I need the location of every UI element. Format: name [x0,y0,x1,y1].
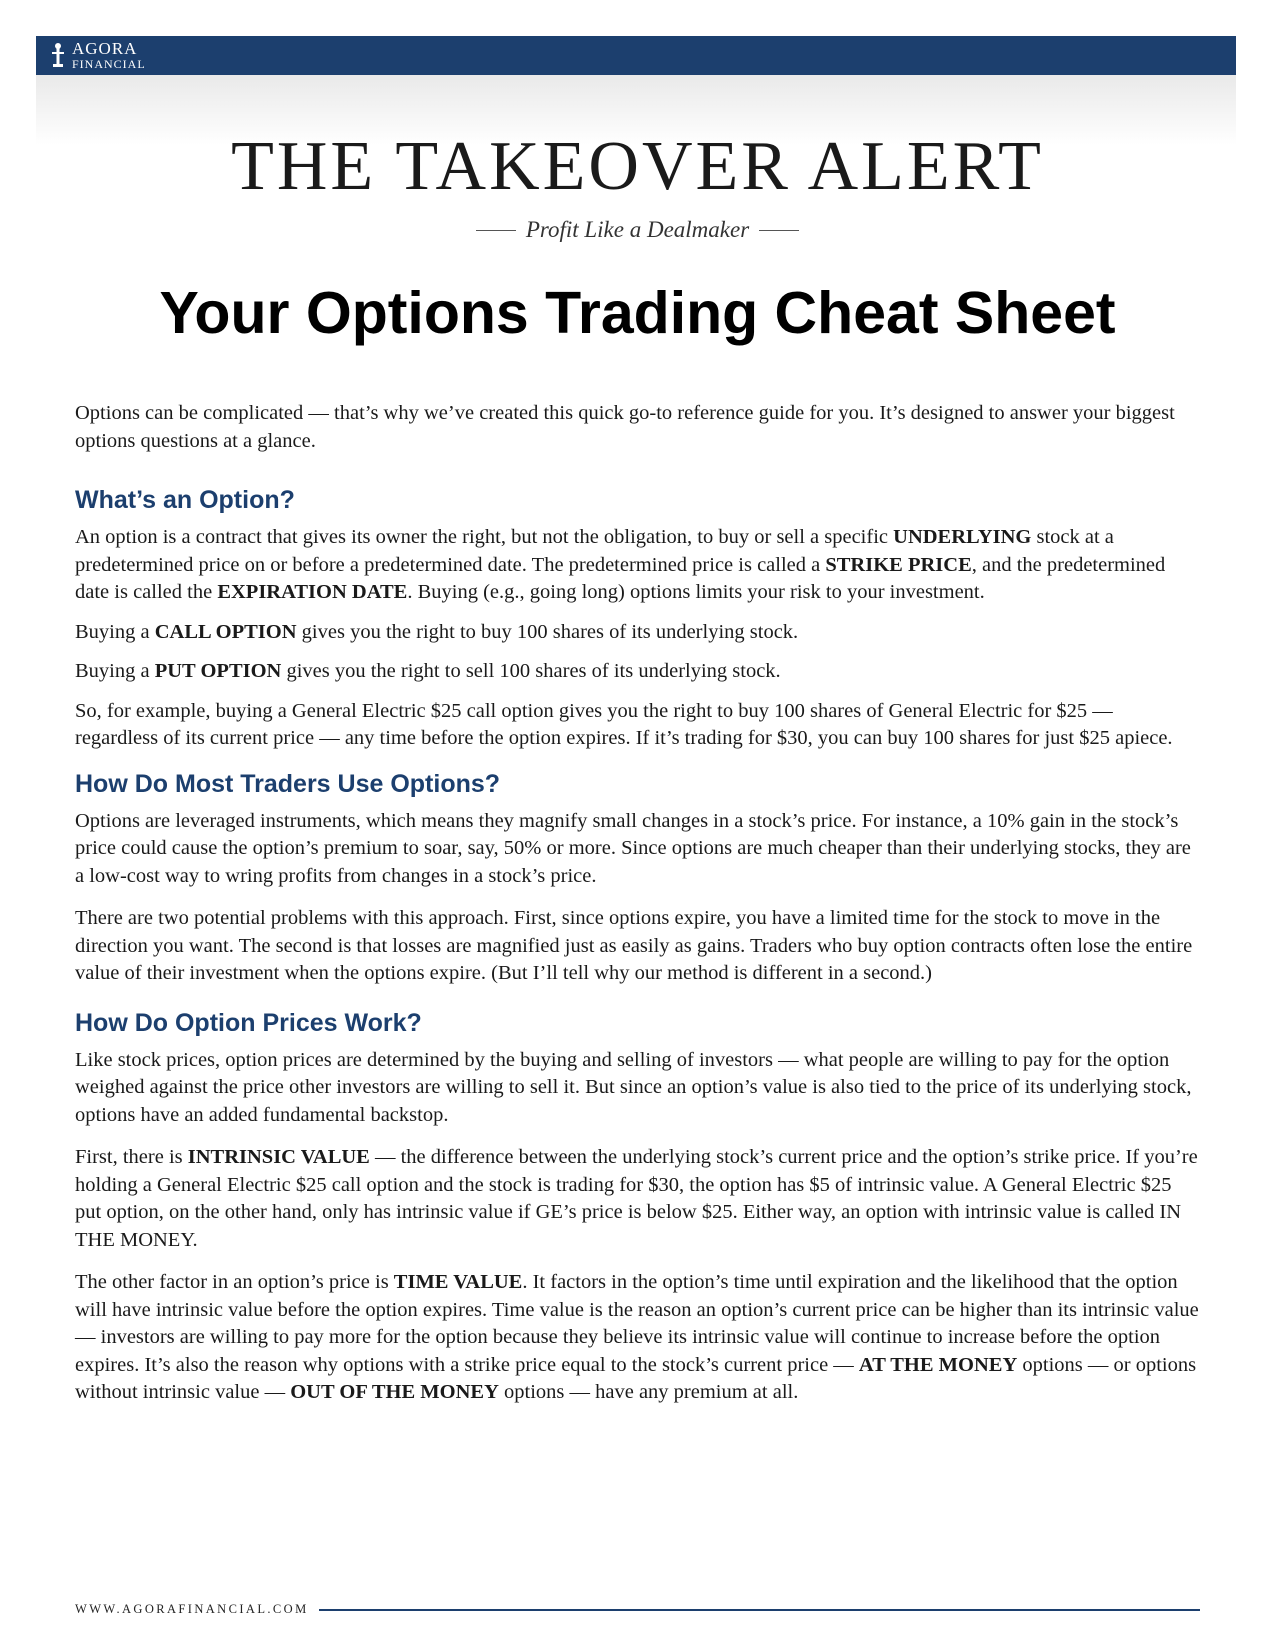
tagline-rule-right [759,230,799,231]
footer-rule [319,1609,1200,1611]
paragraph: An option is a contract that gives its owner the right, but not the obligation, to buy or sell a specific UNDERLYING stock at a predetermined price on or before a predetermined date. The predetermined price is called a STRIKE PRICE, and the predetermined date is called the EXPIRATION DATE. Buying (e.g., going long) options limits your risk to your investment. [75,526,1166,603]
page-title: Your Options Trading Cheat Sheet [159,280,1116,346]
paragraph: The other factor in an option’s price is TIME VALUE. It factors in the option’s time until expiration and the likelihood that the option will have intrinsic value before the option expires. Time value is the reason an option’s current price can be higher than its intrinsic value — investors are willing to pay more for the option because they believe its intrinsic value will continue to increase before the option expires. It’s also the reason why options with a strike price equal to the stock’s current price — AT THE MONEY options — or options without intrinsic value — OUT OF THE MONEY options — have any premium at all. [75,1271,1199,1403]
tagline-text: Profit Like a Dealmaker [525,217,750,242]
logo-text-bottom: FINANCIAL [72,57,146,71]
logo-text-top: AGORA [72,39,138,58]
paragraph: Options are leveraged instruments, which means they magnify small changes in a stock’s price. For instance, a 10% gain in the stock’s price could cause the option’s premium to soar, say, 50% or more. Since options are much cheaper than their underlying stocks, they are a low-cost way to wring profits from changes in a stock’s price. [75,809,1191,887]
section-heading-whats-an-option: What’s an Option? [75,486,295,514]
paragraph: Buying a CALL OPTION gives you the right to buy 100 shares of its underlying stock. [75,620,799,643]
page-footer [75,1602,1200,1617]
paragraph: Like stock prices, option prices are determined by the buying and selling of investors — what people are willing to pay for the option weighed against the price other investors are willing to sell it. But since an option’s value is also tied to the price of its underlying stock, options have an added fundamental backstop. [75,1048,1192,1126]
logo-emblem-icon [50,42,66,68]
header-bar [36,36,1236,75]
paragraph: First, there is INTRINSIC VALUE — the difference between the underlying stock’s current price and the option’s strike price. If you’re holding a General Electric $25 call option and the stock is trading for $30, the option has $5 of intrinsic value. A General Electric $25 put option, on the other hand, only has intrinsic value if GE’s price is below $25. Either way, an option with intrinsic value is called IN THE MONEY. [75,1146,1198,1251]
paragraph: So, for example, buying a General Electric $25 call option gives you the right to buy 100 shares of General Electric for $25 — regardless of its current price — any time before the option expires. If it’s trading for $30, you can buy 100 shares for just $25 apiece. [75,699,1173,749]
footer-website-link[interactable]: WWW.AGORAFINANCIAL.COM [75,1602,309,1616]
section-heading-option-prices: How Do Option Prices Work? [75,1008,422,1037]
document-body [75,400,1200,1407]
publication-masthead: THE TAKEOVER ALERT [231,128,1044,205]
paragraph: Buying a PUT OPTION gives you the right to sell 100 shares of its underlying stock. [75,660,781,682]
tagline-rule-left [476,230,516,231]
intro-paragraph: Options can be complicated — that’s why we’ve created this quick go-to reference guide for you. It’s designed to answer your biggest options questions at a glance. [75,402,1175,452]
tagline [0,217,1275,243]
paragraph: There are two potential problems with this approach. First, since options expire, you have a limited time for the stock to move in the direction you want. The second is that losses are magnified just as easily as gains. Traders who buy option contracts often lose the entire value of their investment when the options expire. (But I’ll tell why our method is different in a second.) [75,907,1193,984]
section-heading-how-traders-use-options: How Do Most Traders Use Options? [75,769,501,798]
agora-financial-logo [50,40,146,70]
